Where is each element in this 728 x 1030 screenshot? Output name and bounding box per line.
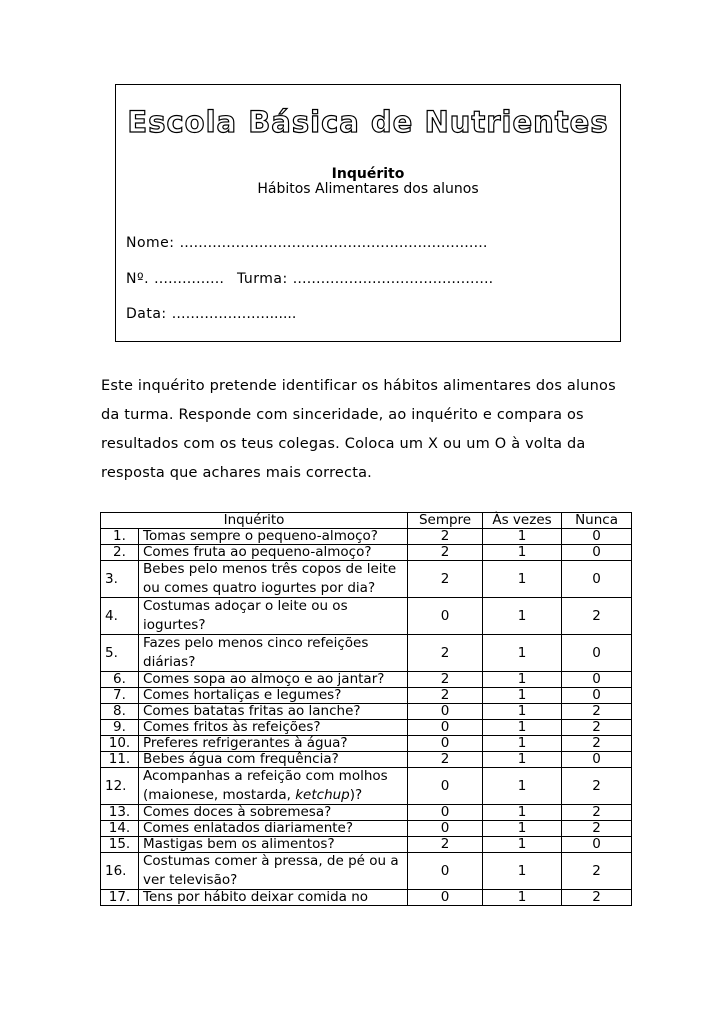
answer-as-vezes[interactable]: 1 (483, 736, 562, 752)
intro-line: resposta que achares mais correcta. (101, 465, 372, 481)
answer-sempre[interactable]: 2 (408, 837, 483, 853)
question-number: 1. (101, 529, 139, 545)
answer-as-vezes[interactable]: 1 (483, 545, 562, 561)
question-number: 10. (101, 736, 139, 752)
question-text (139, 688, 408, 704)
question-text (139, 635, 408, 672)
answer-sempre[interactable]: 0 (408, 853, 483, 890)
number-class-field[interactable] (126, 271, 493, 287)
answer-sempre[interactable]: 0 (408, 768, 483, 805)
table-row (101, 561, 632, 598)
column-header-sempre: Sempre (408, 513, 483, 529)
table-row (101, 688, 632, 704)
number-dots: …………… (153, 271, 224, 287)
answer-sempre[interactable]: 0 (408, 704, 483, 720)
question-text (139, 720, 408, 736)
school-title: Escola Básica de Nutrientes (127, 105, 609, 139)
table-row (101, 736, 632, 752)
question-text (139, 545, 408, 561)
question-line-2 (143, 788, 403, 803)
answer-nunca[interactable]: 0 (562, 837, 632, 853)
question-text (139, 853, 408, 890)
question-line-1: Fazes pelo menos cinco refeições (143, 635, 369, 651)
question-text (139, 890, 408, 906)
question-number: 15. (101, 837, 139, 853)
date-label: Data: (126, 306, 167, 322)
table-row (101, 598, 632, 635)
answer-nunca[interactable]: 2 (562, 853, 632, 890)
question-number: 7. (101, 688, 139, 704)
question-text (139, 561, 408, 598)
table-header-row (101, 513, 632, 529)
header-box (115, 84, 621, 342)
question-line-1: Comes enlatados diariamente? (143, 820, 354, 836)
question-fragment: )? (349, 787, 363, 803)
class-label: Turma: (236, 271, 288, 287)
name-dots: ………………………………………………………… (179, 235, 488, 251)
question-number: 2. (101, 545, 139, 561)
class-dots: ……………………………………. (292, 271, 494, 287)
question-line-1: Preferes refrigerantes à água? (143, 735, 348, 751)
question-text (139, 736, 408, 752)
answer-sempre[interactable]: 2 (408, 688, 483, 704)
question-text (139, 529, 408, 545)
question-line-1: Acompanhas a refeição com molhos (143, 768, 388, 784)
answer-as-vezes[interactable]: 1 (483, 768, 562, 805)
answer-nunca[interactable]: 0 (562, 529, 632, 545)
answer-sempre[interactable]: 0 (408, 890, 483, 906)
survey-table (100, 512, 632, 906)
question-line-1: Bebes água com frequência? (143, 751, 339, 767)
question-line-1: Bebes pelo menos três copos de leite (143, 561, 397, 577)
question-number: 9. (101, 720, 139, 736)
question-line-1: Comes fruta ao pequeno-almoço? (143, 544, 372, 560)
answer-sempre[interactable]: 0 (408, 720, 483, 736)
question-line-1: Mastigas bem os alimentos? (143, 836, 335, 852)
question-line-1: Costumas comer à pressa, de pé ou a (143, 853, 399, 869)
answer-nunca[interactable]: 2 (562, 704, 632, 720)
answer-sempre[interactable]: 2 (408, 561, 483, 598)
question-line-2: diárias? (143, 654, 196, 670)
question-number: 6. (101, 672, 139, 688)
question-line-1: Comes hortaliças e legumes? (143, 687, 342, 703)
question-number: 12. (101, 768, 139, 805)
question-text (139, 805, 408, 821)
table-row (101, 768, 632, 805)
answer-sempre[interactable]: 0 (408, 821, 483, 837)
intro-line: da turma. Responde com sinceridade, ao inquérito e compara os (101, 407, 584, 423)
answer-as-vezes[interactable]: 1 (483, 704, 562, 720)
question-text (139, 837, 408, 853)
answer-as-vezes[interactable]: 1 (483, 890, 562, 906)
table-row (101, 704, 632, 720)
question-text (139, 598, 408, 635)
answer-as-vezes[interactable]: 1 (483, 561, 562, 598)
answer-nunca[interactable]: 0 (562, 561, 632, 598)
answer-nunca[interactable]: 2 (562, 821, 632, 837)
answer-as-vezes[interactable]: 1 (483, 853, 562, 890)
question-fragment: (maionese, mostarda, (143, 787, 296, 803)
question-line-2: ver televisão? (143, 872, 238, 888)
question-number: 8. (101, 704, 139, 720)
survey-title: Inquérito (331, 166, 405, 182)
table-row (101, 805, 632, 821)
answer-nunca[interactable]: 2 (562, 768, 632, 805)
answer-as-vezes[interactable]: 1 (483, 672, 562, 688)
column-header-nunca: Nunca (562, 513, 632, 529)
italic-word: ketchup (295, 787, 350, 803)
question-line-1: Tomas sempre o pequeno-almoço? (143, 528, 378, 544)
question-text (139, 821, 408, 837)
answer-nunca[interactable]: 0 (562, 752, 632, 768)
table-row (101, 837, 632, 853)
table-row (101, 752, 632, 768)
intro-paragraph (101, 372, 631, 488)
question-line-1: Comes sopa ao almoço e ao jantar? (143, 671, 385, 687)
table-row (101, 545, 632, 561)
question-number: 17. (101, 890, 139, 906)
answer-nunca[interactable]: 2 (562, 598, 632, 635)
question-text (139, 672, 408, 688)
question-number: 4. (101, 598, 139, 635)
answer-as-vezes[interactable]: 1 (483, 720, 562, 736)
answer-as-vezes[interactable]: 1 (483, 529, 562, 545)
table-row (101, 720, 632, 736)
intro-line: resultados com os teus colegas. Coloca um X ou um O à volta da (101, 436, 586, 452)
question-number: 16. (101, 853, 139, 890)
answer-sempre[interactable]: 2 (408, 635, 483, 672)
answer-nunca[interactable]: 0 (562, 545, 632, 561)
answer-as-vezes[interactable]: 1 (483, 752, 562, 768)
answer-sempre[interactable]: 0 (408, 805, 483, 821)
question-number: 5. (101, 635, 139, 672)
table-row (101, 853, 632, 890)
column-header-as-vezes: Às vezes (483, 513, 562, 529)
question-number: 11. (101, 752, 139, 768)
answer-sempre[interactable]: 2 (408, 752, 483, 768)
name-field[interactable] (126, 235, 487, 251)
answer-sempre[interactable]: 2 (408, 529, 483, 545)
answer-as-vezes[interactable]: 1 (483, 837, 562, 853)
name-label: Nome: (126, 235, 175, 251)
intro-line: Este inquérito pretende identificar os hábitos alimentares dos alunos (101, 378, 616, 394)
question-line-1: Comes batatas fritas ao lanche? (143, 703, 361, 719)
question-line-2: ou comes quatro iogurtes por dia? (143, 580, 376, 596)
answer-as-vezes[interactable]: 1 (483, 635, 562, 672)
answer-sempre[interactable]: 2 (408, 545, 483, 561)
table-row (101, 890, 632, 906)
date-field[interactable] (126, 306, 296, 322)
question-line-2: iogurtes? (143, 617, 206, 633)
answer-as-vezes[interactable]: 1 (483, 598, 562, 635)
answer-nunca[interactable]: 2 (562, 736, 632, 752)
question-text (139, 768, 408, 805)
answer-nunca[interactable]: 0 (562, 672, 632, 688)
table-row (101, 529, 632, 545)
date-dots: …………………...... (171, 306, 297, 322)
answer-sempre[interactable]: 0 (408, 736, 483, 752)
answer-nunca[interactable]: 2 (562, 720, 632, 736)
answer-nunca[interactable]: 2 (562, 890, 632, 906)
answer-as-vezes[interactable]: 1 (483, 821, 562, 837)
question-number: 14. (101, 821, 139, 837)
number-label: Nº. (126, 271, 150, 287)
answer-sempre[interactable]: 0 (408, 598, 483, 635)
answer-nunca[interactable]: 2 (562, 805, 632, 821)
answer-nunca[interactable]: 0 (562, 635, 632, 672)
question-text (139, 752, 408, 768)
answer-as-vezes[interactable]: 1 (483, 805, 562, 821)
question-line-1: Comes fritos às refeições? (143, 719, 321, 735)
question-number: 3. (101, 561, 139, 598)
answer-sempre[interactable]: 2 (408, 672, 483, 688)
table-row (101, 672, 632, 688)
answer-as-vezes[interactable]: 1 (483, 688, 562, 704)
table-row (101, 635, 632, 672)
question-number: 13. (101, 805, 139, 821)
survey-subtitle: Hábitos Alimentares dos alunos (257, 181, 479, 197)
column-header-question: Inquérito (101, 513, 408, 529)
question-line-1: Costumas adoçar o leite ou os (143, 598, 348, 614)
question-line-1: Tens por hábito deixar comida no (143, 889, 369, 905)
question-line-1: Comes doces à sobremesa? (143, 804, 332, 820)
table-row (101, 821, 632, 837)
question-text (139, 704, 408, 720)
answer-nunca[interactable]: 0 (562, 688, 632, 704)
